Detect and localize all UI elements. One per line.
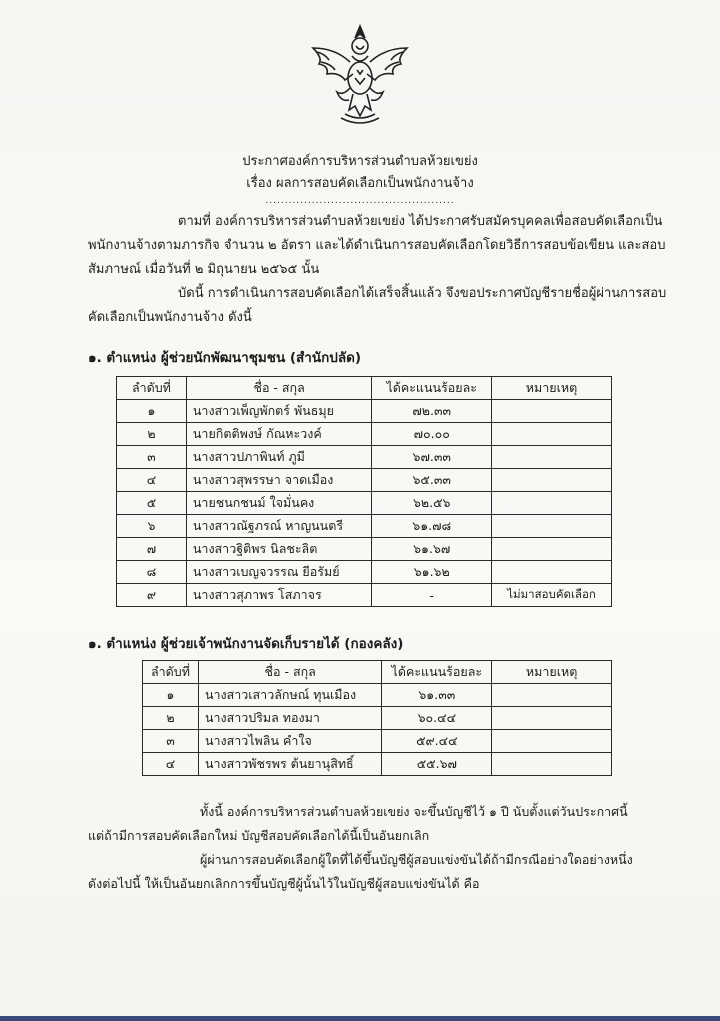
- garuda-emblem-icon: [305, 18, 415, 133]
- header-score: ได้คะแนนร้อยละ: [382, 661, 492, 684]
- row-remark: [492, 561, 612, 584]
- row-score: ๖๗.๓๓: [372, 446, 492, 469]
- announcement-org-line: ประกาศองค์การบริหารส่วนตำบลห้วยเขย่ง: [242, 154, 478, 169]
- row-score: ๖๕.๓๓: [372, 469, 492, 492]
- row-order: ๔: [143, 753, 199, 776]
- intro-line-2: พนักงานจ้างตามภารกิจ จำนวน ๒ อัตรา และได้ดำเนินการสอบคัดเลือกโดยวิธีการสอบข้อเขียน และสอบ: [88, 238, 666, 253]
- row-name: นางสาวไพลิน คำใจ: [198, 730, 382, 753]
- table-row: [117, 492, 612, 515]
- announcement-subject: เรื่อง ผลการสอบคัดเลือกเป็นพนักงานจ้าง: [246, 176, 474, 191]
- intro-line-5: คัดเลือกเป็นพนักงานจ้าง ดังนี้: [88, 310, 252, 325]
- header-remark: หมายเหตุ: [492, 661, 612, 684]
- row-order: ๘: [117, 561, 187, 584]
- intro-line-3: สัมภาษณ์ เมื่อวันที่ ๒ มิถุนายน ๒๕๖๕ นั้น: [88, 262, 320, 277]
- table-header-row: [143, 661, 612, 684]
- row-order: ๑: [117, 400, 187, 423]
- row-score: ๖๐.๔๔: [382, 707, 492, 730]
- row-remark: [492, 423, 612, 446]
- table-row: [117, 400, 612, 423]
- row-score: ๕๕.๖๗: [382, 753, 492, 776]
- row-remark: [492, 469, 612, 492]
- row-name: นายกิตติพงษ์ กัณหะวงค์: [186, 423, 372, 446]
- closing-line-1: ทั้งนี้ องค์การบริหารส่วนตำบลห้วยเขย่ง จะขึ้นบัญชีไว้ ๑ ปี นับตั้งแต่วันประกาศนี้: [200, 804, 628, 819]
- section1-table: [116, 376, 612, 607]
- table-row: [117, 446, 612, 469]
- intro-line-1: ตามที่ องค์การบริหารส่วนตำบลห้วยเขย่ง ได้ประกาศรับสมัครบุคคลเพื่อสอบคัดเลือกเป็น: [178, 214, 663, 229]
- row-remark: [492, 515, 612, 538]
- row-remark: [492, 446, 612, 469]
- closing-line-3: ผู้ผ่านการสอบคัดเลือกผู้ใดที่ได้ขึ้นบัญชีผู้สอบแข่งขันได้ถ้ามีกรณีอย่างใดอย่างหนึ่ง: [200, 852, 633, 867]
- row-order: ๒: [117, 423, 187, 446]
- row-remark: [492, 684, 612, 707]
- row-score: ๖๑.๓๓: [382, 684, 492, 707]
- row-remark: [492, 400, 612, 423]
- row-score: ๗๐.๐๐: [372, 423, 492, 446]
- row-score: -: [372, 584, 492, 607]
- table-row: [117, 561, 612, 584]
- row-remark: [492, 538, 612, 561]
- table-row: [117, 538, 612, 561]
- row-score: ๕๙.๔๔: [382, 730, 492, 753]
- row-name: นางสาวปภาพินท์ ภูมี: [186, 446, 372, 469]
- row-name: นางสาวปริมล ทองมา: [198, 707, 382, 730]
- row-score: ๖๒.๕๖: [372, 492, 492, 515]
- table-header-row: [117, 377, 612, 400]
- intro-line-4: บัดนี้ การดำเนินการสอบคัดเลือกได้เสร็จสิ้นแล้ว จึงขอประกาศบัญชีรายชื่อผู้ผ่านการสอบ: [178, 286, 667, 301]
- closing-line-2: แต่ถ้ามีการสอบคัดเลือกใหม่ บัญชีสอบคัดเลือกได้นี้เป็นอันยกเลิก: [88, 828, 430, 843]
- table-row: [117, 584, 612, 607]
- row-remark: ไม่มาสอบคัดเลือก: [492, 584, 612, 607]
- header-name: ชื่อ - สกุล: [186, 377, 372, 400]
- row-order: ๖: [117, 515, 187, 538]
- row-order: ๕: [117, 492, 187, 515]
- table-row: [143, 707, 612, 730]
- section1-title: ๑. ตำแหน่ง ผู้ช่วยนักพัฒนาชุมชน (สำนักปลัด): [88, 350, 362, 366]
- row-name: นางสาวณัฐภรณ์ หาญนนตรี: [186, 515, 372, 538]
- row-remark: [492, 492, 612, 515]
- header-score: ได้คะแนนร้อยละ: [372, 377, 492, 400]
- row-order: ๓: [143, 730, 199, 753]
- row-order: ๔: [117, 469, 187, 492]
- closing-line-4: ดังต่อไปนี้ ให้เป็นอันยกเลิกการขึ้นบัญชีผู้นั้นไว้ในบัญชีผู้สอบแข่งขันได้ คือ: [88, 876, 480, 891]
- table-row: [143, 730, 612, 753]
- row-score: ๖๑.๖๒: [372, 561, 492, 584]
- row-score: ๖๑.๗๘: [372, 515, 492, 538]
- header-order: ลำดับที่: [143, 661, 199, 684]
- row-order: ๙: [117, 584, 187, 607]
- section2-table: [142, 660, 612, 776]
- row-name: นางสาวฐิติพร นิลชะลิต: [186, 538, 372, 561]
- row-name: นางสาวเสาวลักษณ์ ทุนเมือง: [198, 684, 382, 707]
- row-score: ๗๒.๓๓: [372, 400, 492, 423]
- row-name: นางสาวเพ็ญพักตร์ พันธมุย: [186, 400, 372, 423]
- row-order: ๗: [117, 538, 187, 561]
- row-remark: [492, 753, 612, 776]
- table-row: [117, 469, 612, 492]
- row-remark: [492, 707, 612, 730]
- row-name: นางสาวสุพรรษา จาดเมือง: [186, 469, 372, 492]
- header-order: ลำดับที่: [117, 377, 187, 400]
- header-name: ชื่อ - สกุล: [198, 661, 382, 684]
- row-score: ๖๑.๖๗: [372, 538, 492, 561]
- row-order: ๑: [143, 684, 199, 707]
- row-name: นายชนกชนม์ ใจมั่นคง: [186, 492, 372, 515]
- row-order: ๓: [117, 446, 187, 469]
- row-order: ๒: [143, 707, 199, 730]
- table-row: [117, 515, 612, 538]
- table-row: [143, 684, 612, 707]
- row-name: นางสาวเบญจวรรณ ยีอรัมย์: [186, 561, 372, 584]
- page-bottom-edge: [0, 1016, 720, 1021]
- table-row: [117, 423, 612, 446]
- header-remark: หมายเหตุ: [492, 377, 612, 400]
- section2-title: ๑. ตำแหน่ง ผู้ช่วยเจ้าพนักงานจัดเก็บรายได้ (กองคลัง): [88, 636, 404, 652]
- table-row: [143, 753, 612, 776]
- row-remark: [492, 730, 612, 753]
- separator-dots: .................................................: [265, 196, 455, 206]
- row-name: นางสาวพัชรพร ต้นยานุสิทธิ์: [198, 753, 382, 776]
- row-name: นางสาวสุภาพร โสภาจร: [186, 584, 372, 607]
